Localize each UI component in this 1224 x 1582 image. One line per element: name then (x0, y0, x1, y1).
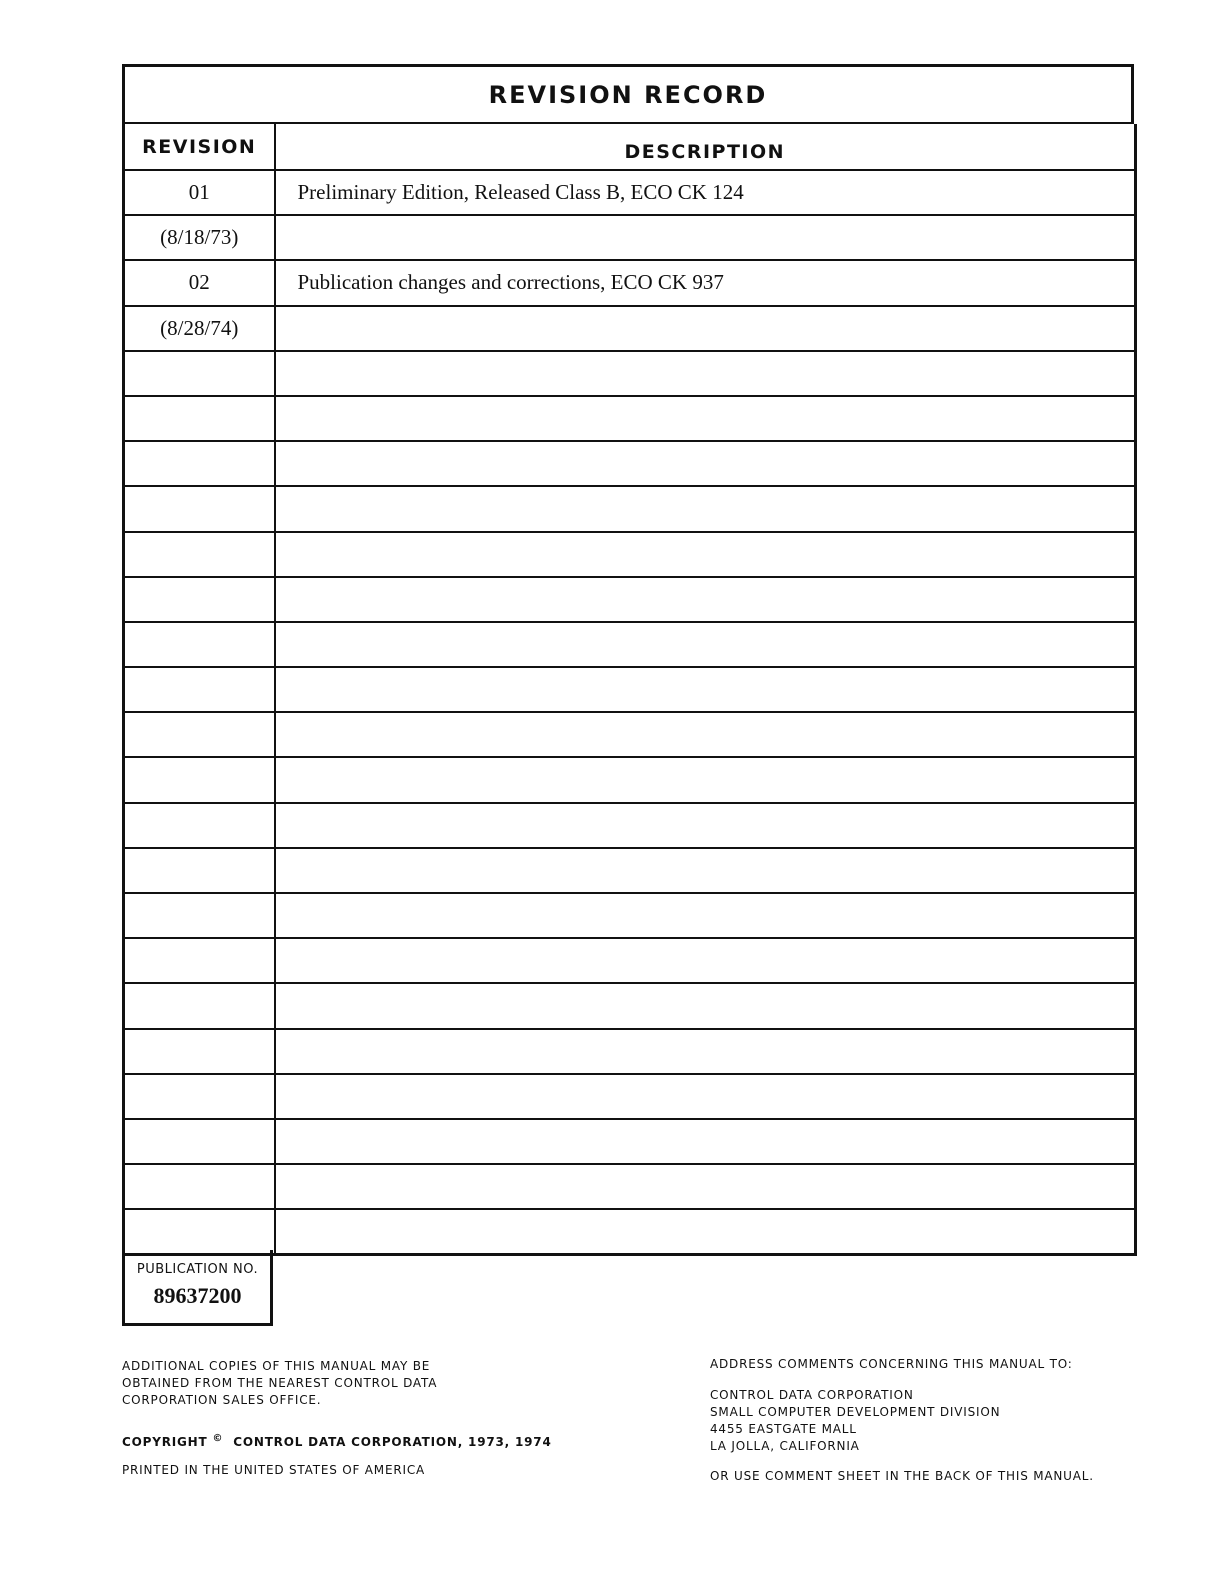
revision-cell (124, 532, 275, 577)
table-row (124, 712, 1136, 757)
description-cell (275, 396, 1136, 441)
description-cell (275, 1164, 1136, 1209)
table-row (124, 1029, 1136, 1074)
table-row (124, 1164, 1136, 1209)
copyright-word: COPYRIGHT (122, 1435, 208, 1449)
publication-number: 89637200 (153, 1283, 242, 1308)
table-row (124, 622, 1136, 667)
table-row (124, 667, 1136, 712)
table-row (124, 215, 1136, 260)
revision-cell (124, 803, 275, 848)
description-cell (275, 486, 1136, 531)
address-block: CONTROL DATA CORPORATION SMALL COMPUTER DEVELOPMENT DIVISION 4455 EASTGATE MALL LA JOLLA, CALIFORNIA (710, 1388, 1001, 1453)
description-cell (275, 577, 1136, 622)
form-title: REVISION RECORD (122, 64, 1134, 124)
table-row (124, 983, 1136, 1028)
revision-cell (124, 938, 275, 983)
table-row (124, 1074, 1136, 1119)
revision-cell (124, 1119, 275, 1164)
comment-sheet-note: OR USE COMMENT SHEET IN THE BACK OF THIS MANUAL. (710, 1469, 1094, 1483)
revision-cell (124, 441, 275, 486)
description-cell (275, 351, 1136, 396)
revision-cell: 02 (124, 260, 275, 305)
description-cell (275, 938, 1136, 983)
table-row (124, 532, 1136, 577)
table-row (124, 351, 1136, 396)
table-row (124, 1209, 1136, 1254)
table-header-row (124, 124, 1136, 170)
description-cell: Publication changes and corrections, ECO CK 937 (275, 260, 1136, 305)
table-row (124, 1119, 1136, 1164)
description-cell: Preliminary Edition, Released Class B, ECO CK 124 (275, 170, 1136, 215)
revision-cell: (8/18/73) (124, 215, 275, 260)
publication-label: PUBLICATION NO. (136, 1262, 259, 1277)
copyright-holder: CONTROL DATA CORPORATION, 1973, 1974 (233, 1435, 552, 1449)
revision-record-form (122, 64, 1134, 1256)
printed-in-note: PRINTED IN THE UNITED STATES OF AMERICA (122, 1463, 426, 1477)
table-row (124, 441, 1136, 486)
table-row (124, 260, 1136, 305)
copyright-line (122, 1430, 552, 1451)
revision-cell (124, 1164, 275, 1209)
description-cell (275, 1119, 1136, 1164)
revision-table (122, 124, 1137, 1256)
description-cell (275, 712, 1136, 757)
revision-cell (124, 757, 275, 802)
revision-cell (124, 667, 275, 712)
description-cell (275, 667, 1136, 712)
revision-cell (124, 712, 275, 757)
revision-cell (124, 351, 275, 396)
publication-number-box (122, 1250, 273, 1326)
revision-cell (124, 486, 275, 531)
revision-cell (124, 1074, 275, 1119)
description-cell (275, 1029, 1136, 1074)
table-row (124, 306, 1136, 351)
description-cell (275, 983, 1136, 1028)
description-cell (275, 757, 1136, 802)
revision-cell (124, 983, 275, 1028)
revision-cell (124, 1209, 275, 1254)
address-heading: ADDRESS COMMENTS CONCERNING THIS MANUAL TO: (710, 1357, 1073, 1371)
description-cell (275, 622, 1136, 667)
table-row (124, 486, 1136, 531)
description-cell (275, 803, 1136, 848)
table-row (124, 757, 1136, 802)
description-cell (275, 532, 1136, 577)
description-cell (275, 215, 1136, 260)
revision-cell: 01 (124, 170, 275, 215)
revision-cell (124, 577, 275, 622)
additional-copies-note: ADDITIONAL COPIES OF THIS MANUAL MAY BE OBTAINED FROM THE NEAREST CONTROL DATA CORPORATION SALES OFFICE. (122, 1359, 438, 1407)
description-cell (275, 1209, 1136, 1254)
table-row (124, 848, 1136, 893)
revision-cell (124, 622, 275, 667)
description-cell (275, 1074, 1136, 1119)
revision-cell (124, 848, 275, 893)
table-row (124, 893, 1136, 938)
revision-column-header: REVISION (124, 124, 275, 170)
revision-cell (124, 396, 275, 441)
description-cell (275, 306, 1136, 351)
revision-cell: (8/28/74) (124, 306, 275, 351)
description-column-header: DESCRIPTION (275, 124, 1136, 170)
description-cell (275, 893, 1136, 938)
table-row (124, 396, 1136, 441)
copyright-symbol: © (212, 1433, 224, 1444)
table-row (124, 577, 1136, 622)
revision-cell (124, 1029, 275, 1074)
table-row (124, 803, 1136, 848)
description-cell (275, 848, 1136, 893)
table-row (124, 170, 1136, 215)
table-row (124, 938, 1136, 983)
description-cell (275, 441, 1136, 486)
revision-cell (124, 893, 275, 938)
